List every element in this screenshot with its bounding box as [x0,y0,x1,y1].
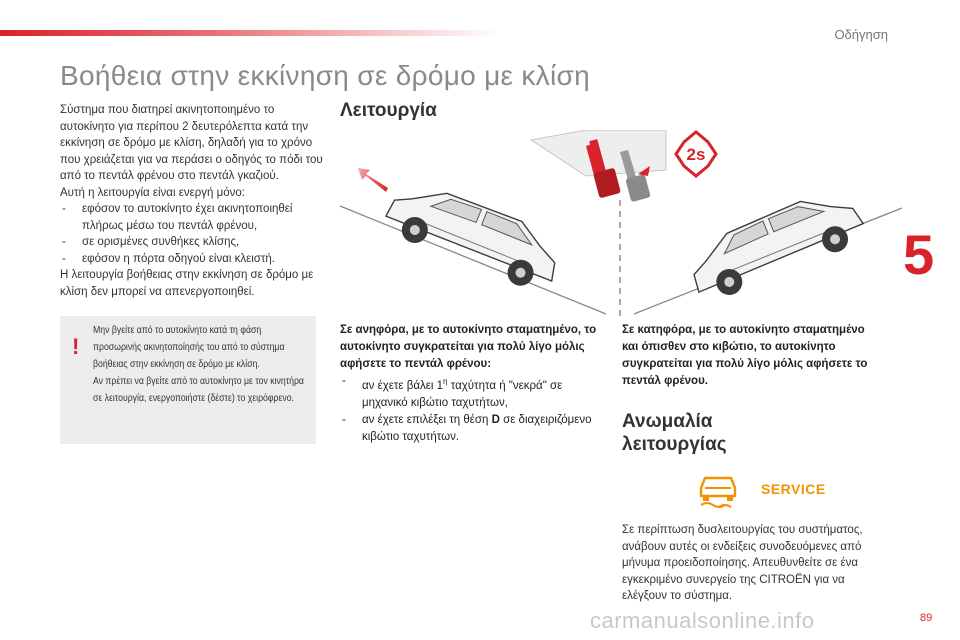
page-title: Βοήθεια στην εκκίνηση σε δρόμο με κλίση [60,60,590,91]
skid-car-icon [697,474,739,508]
downhill-scene [634,183,902,314]
intro-condition-lead: Αυτή η λειτουργία είναι ενεργή μόνο: [60,186,245,199]
hill-start-illustration [336,130,906,320]
uphill-description [340,322,602,446]
warning-paragraph: Μην βγείτε από το αυτοκίνητο κατά τη φάση προσωρινής ακινητοποίησής του από το σύστημα βοήθειας στην εκκίνηση σε δρόμο με κλίση. [93,325,285,370]
ordinal-superscript: η [443,377,448,386]
car-downhill-icon [682,183,870,306]
list-item-text: σε διαχειριζόμενο κιβώτιο ταχυτήτων. [362,413,592,443]
list-item: - σε ορισμένες συνθήκες κλίσης, [60,234,330,251]
fault-text: Σε περίπτωση δυσλειτουργίας του συστήματος, ανάβουν αυτές οι ενδείξεις συνοδευόμενες από μήνυμα προειδοποίησης. Απευθυνθείτε σε ένα εγκεκριμένο συνεργείο της CITROËN για να ελέγξουν το σύστημα. [622,524,863,602]
list-item [340,412,602,446]
list-item-text: αν έχετε επιλέξει τη θέση [362,413,492,426]
section-label: Οδήγηση [834,27,888,42]
intro-text [60,102,330,300]
warning-box [60,316,316,444]
list-item [340,373,602,412]
list-item-text: ταχύτητα ή "νεκρά" σε μηχανικό κιβώτιο ταχυτήτων, [362,379,563,409]
service-indicator: SERVICE [761,481,826,497]
intro-paragraph: Σύστημα που διατηρεί ακινητοποιημένο το αυτοκίνητο για περίπου 2 δευτερόλεπτα κατά την εκκίνηση σε δρόμο με κλίση, δηλαδή για το χρόνο που χρειάζεται για να περάσει ο οδηγός το πόδι του από το πεντάλ φρένου στο πεντάλ γκαζιού. [60,104,323,182]
fault-heading-line: Ανωμαλία [622,411,713,432]
list-item-text: αν έχετε βάλει 1 [362,379,444,392]
gear-position: D [491,413,500,426]
downhill-description: Σε κατηφόρα, με το αυτοκίνητο σταματημένο και όπισθεν στο κιβώτιο, το αυτοκίνητο συγκρατείται για πολύ λίγο μόλις αφήσετε το πεντάλ φρένου. [622,324,868,387]
direction-arrow-icon [358,168,388,192]
fault-heading [622,410,822,456]
timer-2s-icon [676,132,716,176]
fault-heading-line: λειτουργίας [622,434,727,455]
condition-list [60,201,330,267]
list-item: - εφόσον το αυτοκίνητο έχει ακινητοποιηθεί πλήρως μέσω του πεντάλ φρένου, [60,201,330,234]
warning-text [93,322,311,407]
header-red-bar [0,30,500,36]
chapter-number: 5 [903,223,935,286]
uphill-lead: Σε ανηφόρα, με το αυτοκίνητο σταματημένο, το αυτοκίνητο συγκρατείται για πολύ λίγο μόλις αφήσετε το πεντάλ φρένου: [340,324,597,370]
list-item: - εφόσον η πόρτα οδηγού είναι κλειστή. [60,251,330,268]
uphill-scene [340,168,606,314]
exclamation-icon: ! [72,334,80,359]
intro-note: Η λειτουργία βοήθειας στην εκκίνηση σε δρόμο με κλίση δεν μπορεί να απενεργοποιηθεί. [60,269,314,298]
watermark: carmanualsonline.info [590,608,815,633]
uphill-list [340,373,602,446]
pedals-icon [531,130,666,202]
car-uphill-icon [380,174,568,297]
timer-label: 2s [686,145,706,164]
operation-heading: Λειτουργία [340,100,437,121]
warning-paragraph: Αν πρέπει να βγείτε από το αυτοκίνητο με τον κινητήρα σε λειτουργία, ενεργοποιήστε (δέστε) το χειρόφρενο. [93,376,304,404]
page-number: 89 [920,612,933,624]
